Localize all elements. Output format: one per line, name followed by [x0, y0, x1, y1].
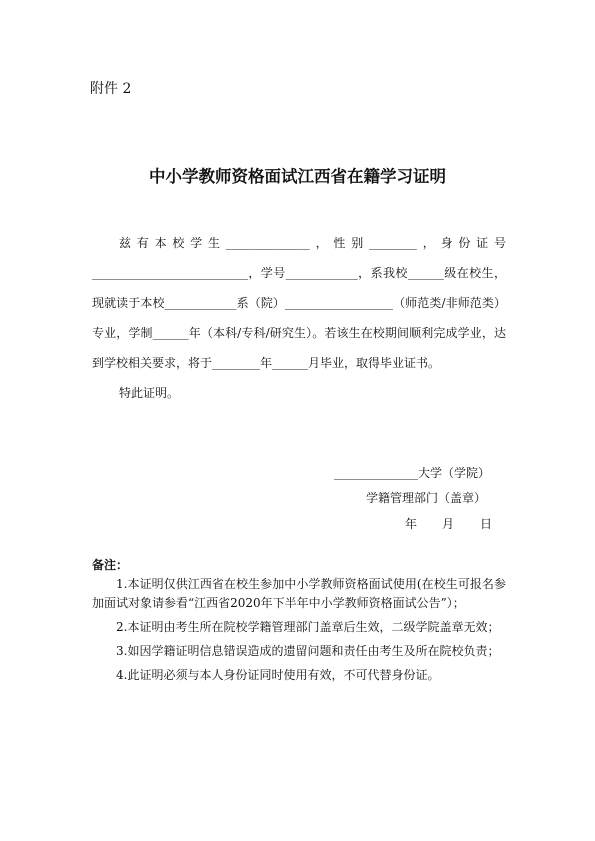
signature-department: 学籍管理部门（盖章）: [366, 491, 487, 505]
note-item: 1.本证明仅供江西省在校生参加中小学教师资格面试使用(在校生可报名参加面试对象请参看“江西省2020年下半年中小学教师资格面试公告”）；: [92, 577, 506, 610]
signature-month: 月: [442, 517, 455, 531]
attachment-label: 附件 2: [90, 81, 132, 97]
certificate-paragraph-main: 兹有本校学生______________，性别________，身份证号__________________________，学号____________，系我校______级在校生，现就读于本校____________系（院）__________________（师范类/非师范类）专业，学制______年（本科/专科/研究生）。若该生在校期间顺利完成学业，达到学校相关要求，将于________年______月毕业，取得毕业证书。: [92, 236, 506, 370]
notes-list: [92, 575, 506, 690]
signature-day: 日: [480, 517, 493, 531]
signature-university: ______________大学（学院）: [334, 466, 491, 480]
note-item: 3.如因学籍证明信息错误造成的遗留问题和责任由考生及所在院校负责；: [116, 644, 500, 658]
signature-year: 年: [405, 517, 418, 531]
note-item: 4.此证明必须与本人身份证同时使用有效，不可代替身份证。: [116, 668, 440, 682]
document-title: 中小学教师资格面试江西省在籍学习证明: [149, 167, 446, 186]
notes-heading: 备注：: [92, 558, 129, 572]
certificate-paragraph-closing: 特此证明。: [119, 386, 180, 400]
certificate-body: [92, 228, 506, 408]
note-item: 2.本证明由考生所在院校学籍管理部门盖章后生效，二级学院盖章无效；: [116, 620, 500, 634]
